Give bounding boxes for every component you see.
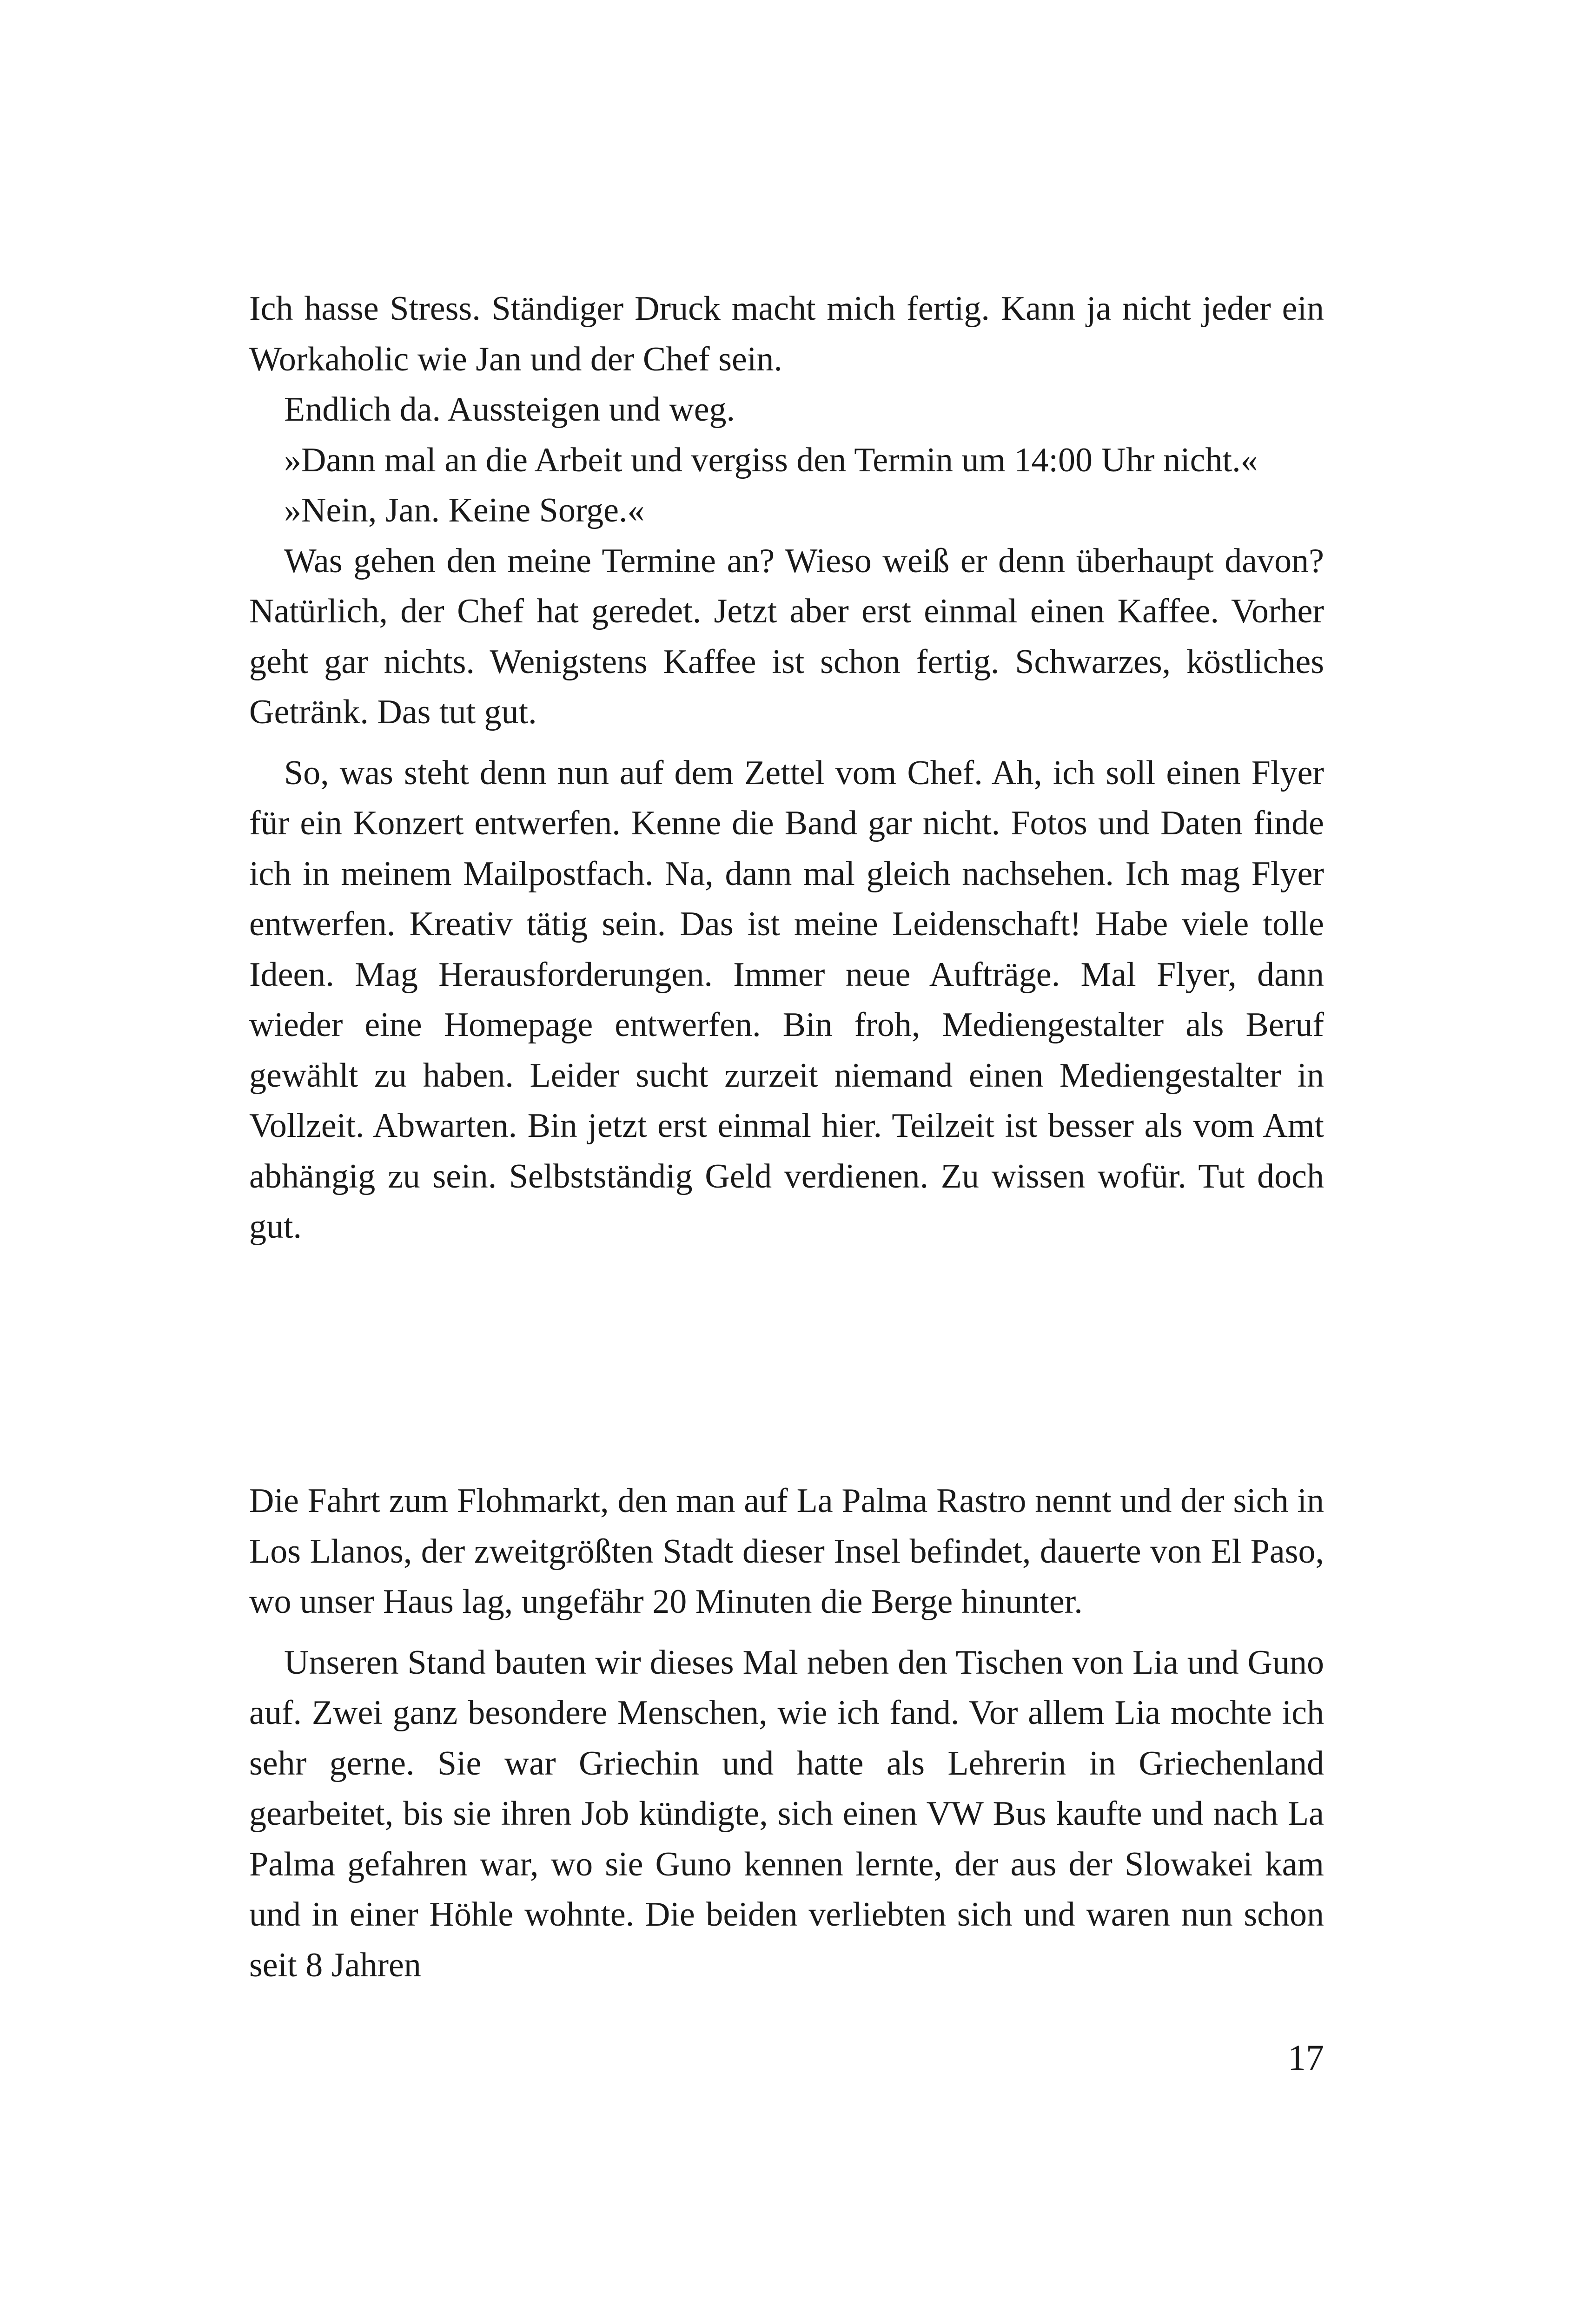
text-section-1 — [249, 284, 1324, 1252]
page-number: 17 — [1288, 2037, 1324, 2078]
text-section-2 — [249, 1476, 1324, 1990]
paragraph: Was gehen den meine Termine an? Wieso weiß er denn überhaupt davon? Natürlich, der Chef hat geredet. Jetzt aber erst einmal einen Kaffee. Vorher geht gar nichts. Wenigstens Kaffee ist schon fertig. Schwarzes, köstliches Getränk. Das tut gut. — [249, 541, 1324, 731]
paragraph: Unseren Stand bauten wir dieses Mal neben den Tischen von Lia und Guno auf. Zwei ganz besondere Menschen, wie ich fand. Vor allem Lia mochte ich sehr gerne. Sie war Griechin und hatte als Lehrerin in Griechenland gearbeitet, bis sie ihren Job kündigte, sich einen VW Bus kaufte und nach La Palma gefahren war, wo sie Guno kennen lernte, der aus der Slowakei kam und in einer Höhle wohnte. Die beiden verliebten sich und waren nun schon seit 8 Jahren — [249, 1643, 1324, 1984]
paragraph: Die Fahrt zum Flohmarkt, den man auf La Palma Rastro nennt und der sich in Los Llanos, der zweitgrößten Stadt dieser Insel befindet, dauerte von El Paso, wo unser Haus lag, ungefähr 20 Minuten die Berge hinunter. — [249, 1482, 1324, 1621]
dialogue-line: »Dann mal an die Arbeit und vergiss den Termin um 14:00 Uhr nicht.« — [284, 441, 1258, 479]
dialogue-line: »Nein, Jan. Keine Sorge.« — [284, 491, 645, 529]
paragraph: Endlich da. Aussteigen und weg. — [284, 390, 735, 429]
paragraph: Ich hasse Stress. Ständiger Druck macht mich fertig. Kann ja nicht jeder ein Workaholic wie Jan und der Chef sein. — [249, 290, 1324, 378]
paragraph: So, was steht denn nun auf dem Zettel vom Chef. Ah, ich soll einen Flyer für ein Konzert entwerfen. Kenne die Band gar nicht. Fotos und Daten finde ich in meinem Mailpostfach. Na, dann mal gleich nachsehen. Ich mag Flyer entwerfen. Kreativ tätig sein. Das ist meine Leidenschaft! Habe viele tolle Ideen. Mag Herausforderungen. Immer neue Aufträge. Mal Flyer, dann wieder eine Homepage entwerfen. Bin froh, Mediengestalter als Beruf gewählt zu haben. Leider sucht zurzeit niemand einen Mediengestalter in Vollzeit. Abwarten. Bin jetzt erst einmal hier. Teilzeit ist besser als vom Amt abhängig zu sein. Selbstständig Geld verdienen. Zu wissen wofür. Tut doch gut. — [249, 753, 1324, 1246]
